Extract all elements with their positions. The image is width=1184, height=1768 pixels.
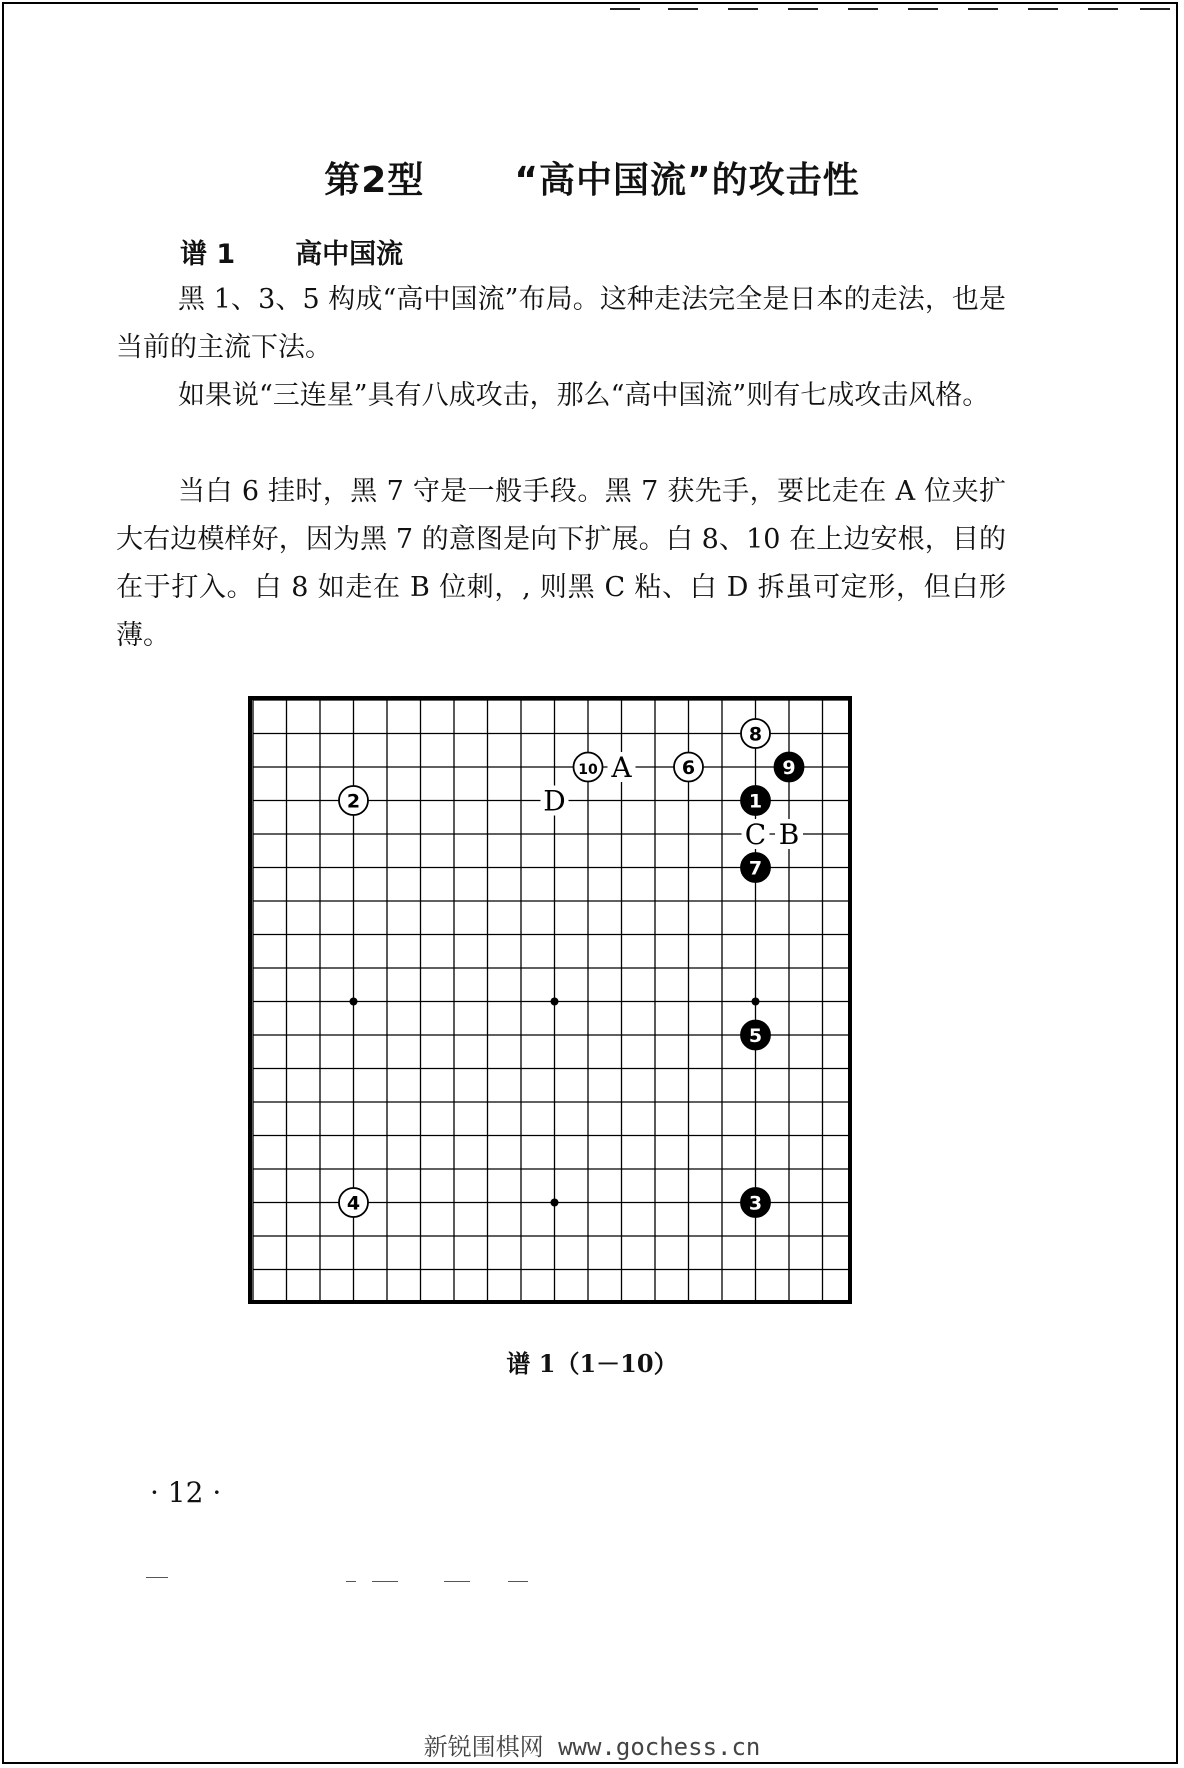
stone-number: 10 (578, 762, 598, 778)
marker-b: B (778, 818, 800, 851)
diagram-caption: 谱 1（1－10） (506, 1349, 678, 1378)
star-point (551, 998, 559, 1006)
stone-white-2 (339, 786, 368, 815)
star-point (350, 998, 358, 1006)
scan-mark (146, 1577, 168, 1578)
stone-number: 9 (782, 757, 796, 779)
stone-number: 6 (681, 757, 696, 779)
page-number: · 12 · (150, 1476, 222, 1509)
chapter-type: 第2型 (324, 160, 425, 201)
stone-black-3 (741, 1188, 770, 1217)
stone-white-8 (741, 719, 770, 748)
star-point (551, 1199, 559, 1207)
scan-mark (346, 1581, 356, 1582)
stone-white-10 (574, 753, 603, 782)
stone-black-5 (741, 1021, 770, 1050)
scan-mark (444, 1581, 470, 1582)
section-label: 谱 1 (180, 239, 236, 270)
marker-c: C (744, 818, 767, 851)
section-heading (180, 232, 403, 271)
chapter-name: “高中国流”的攻击性 (514, 160, 860, 201)
stone-white-4 (339, 1188, 368, 1217)
paragraph-3: 当白 6 挂时，黑 7 守是一般手段。黑 7 获先手，要比走在 A 位夹扩大右边模样好，因为黑 7 的意图是向下扩展。白 8、10 在上边安根，目的在于打入。白 8 如走在 B 位刺，, 则黑 C 粘、白 D 拆虽可定形，但白形薄。 (116, 476, 1006, 651)
stone-number: 3 (748, 1192, 763, 1215)
paragraph-2: 如果说“三连星”具有八成攻击，那么“高中国流”则有七成攻击风格。 (178, 380, 990, 411)
go-board-svg (248, 696, 852, 1304)
stone-number: 4 (346, 1192, 361, 1215)
scan-mark (508, 1581, 528, 1582)
section-name: 高中国流 (295, 239, 404, 270)
stone-number: 2 (346, 790, 361, 813)
stone-black-1 (741, 786, 770, 815)
marker-d: D (543, 784, 566, 818)
go-board-diagram (248, 696, 852, 1304)
stone-white-6 (674, 753, 703, 782)
stone-black-7 (741, 853, 770, 882)
stone-number: 5 (748, 1025, 763, 1047)
chapter-title (0, 152, 1184, 203)
stone-number: 8 (748, 723, 763, 746)
stone-number: 7 (748, 857, 763, 880)
paragraph-1: 黑 1、3、5 构成“高中国流”布局。这种走法完全是日本的走法，也是当前的主流下法。 (116, 284, 1006, 363)
stone-black-9 (775, 753, 804, 782)
marker-a: A (611, 751, 632, 784)
stone-number: 1 (748, 790, 763, 813)
footer-watermark: 新锐围棋网 www.gochess.cn (423, 1733, 761, 1761)
top-dashes (610, 8, 1174, 12)
scan-mark (372, 1581, 398, 1582)
star-point (752, 998, 760, 1006)
